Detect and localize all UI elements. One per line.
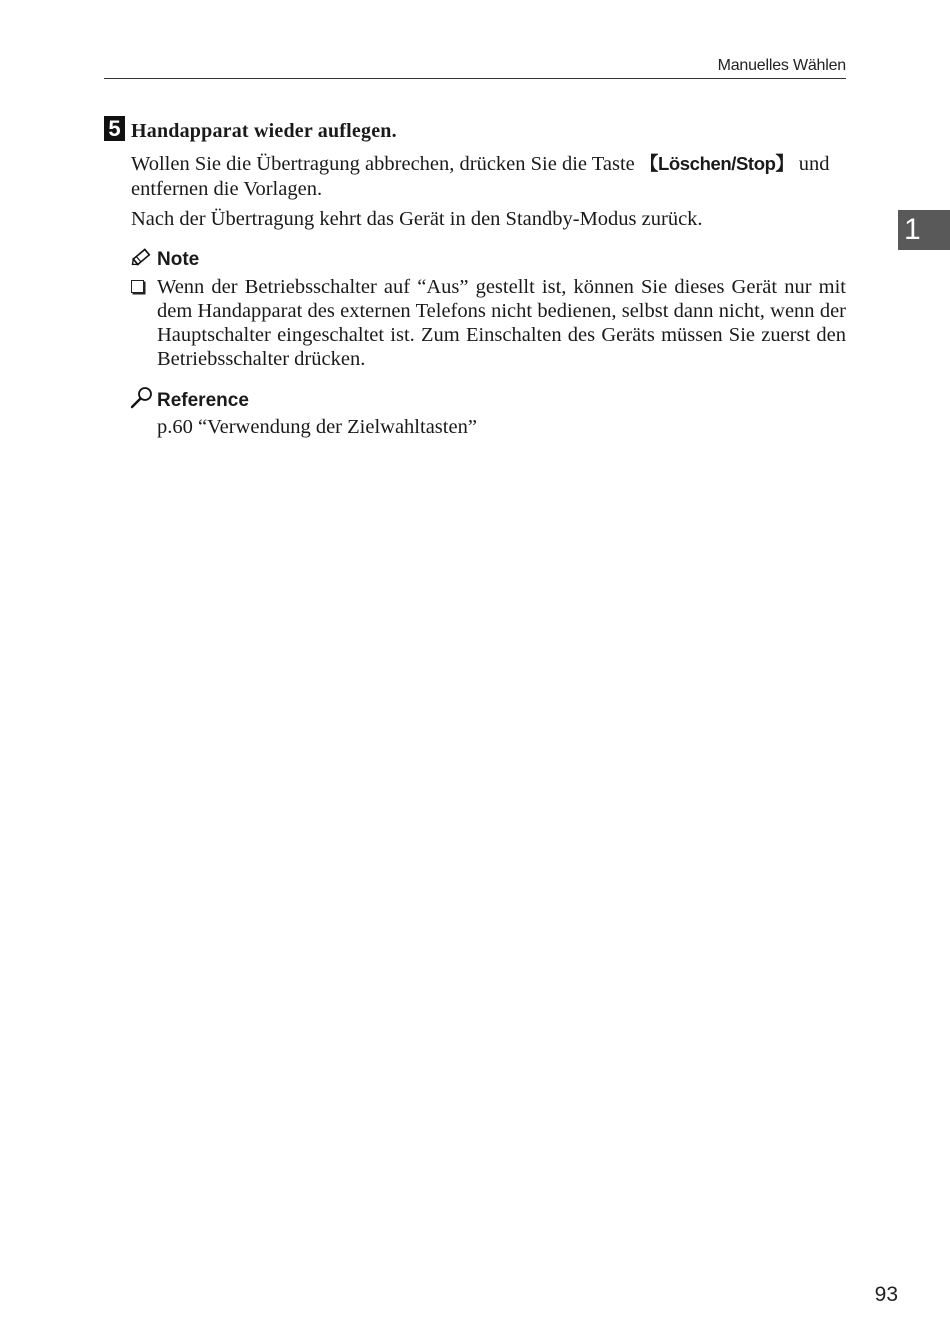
reference-link[interactable]: p.60 “Verwendung der Zielwahltasten”	[157, 416, 477, 438]
checkbox-icon	[131, 280, 144, 293]
note-heading	[130, 246, 199, 274]
step-number-badge: 5	[104, 116, 125, 141]
note-heading-label: Note	[157, 249, 200, 270]
reference-heading-label: Reference	[157, 390, 249, 411]
note-item	[130, 275, 846, 371]
key-bracket-open: 【	[639, 153, 658, 174]
step-title: Handapparat wieder auflegen.	[131, 120, 397, 142]
step-paragraph-cancel	[131, 151, 846, 202]
paragraph-text-before-key: Wollen Sie die Übertragung abbrechen, drücken Sie die Taste	[131, 153, 640, 175]
reference-heading	[130, 386, 249, 416]
step-paragraph-standby: Nach der Übertragung kehrt das Gerät in den Standby-Modus zurück.	[131, 208, 703, 230]
header-rule	[104, 78, 846, 79]
chapter-tab: 1	[898, 210, 950, 250]
magnifier-icon	[130, 386, 157, 416]
note-item-text: Wenn der Betriebsschalter auf “Aus” gestellt ist, können Sie dieses Gerät nur mit dem Handapparat des externen Telefons nicht bedienen, selbst dann nicht, wenn der Hauptschalter eingeschaltet ist. Zum Einschalten des Geräts müssen Sie zuerst den Betriebsschalter drücken.	[157, 276, 846, 370]
paragraph-text-after-key: und entfernen die Vorlagen.	[131, 153, 830, 200]
pencil-icon	[130, 246, 157, 274]
key-bracket-close: 】	[775, 153, 794, 174]
running-header: Manuelles Wählen	[717, 57, 846, 74]
key-label-loeschen-stop: Löschen/Stop	[657, 153, 776, 174]
page-number: 93	[874, 1283, 898, 1306]
